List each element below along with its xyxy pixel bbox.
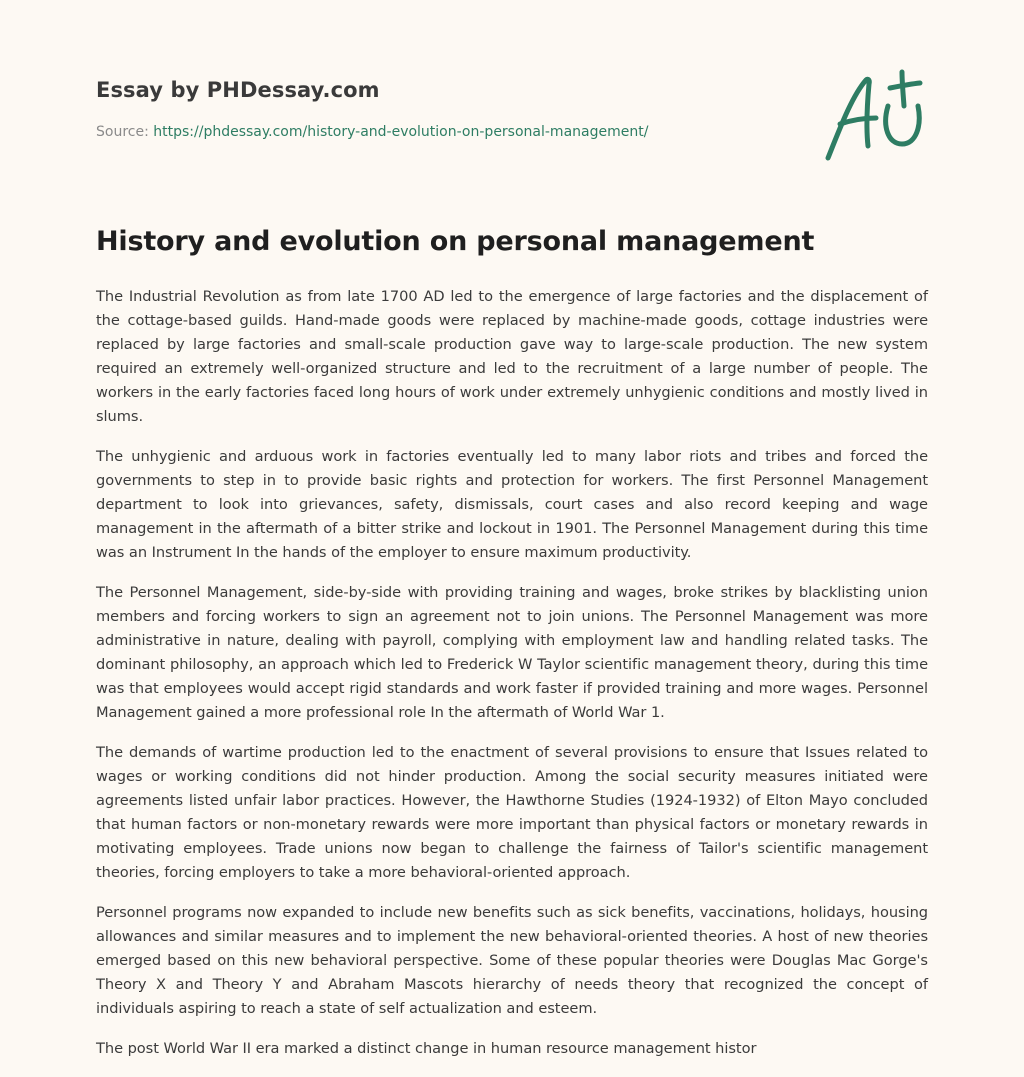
essay-title: History and evolution on personal management	[96, 226, 815, 257]
source-label: Source:	[96, 124, 149, 140]
essay-paragraph: The post World War II era marked a distinct change in human resource management histor	[96, 1040, 757, 1057]
essay-paragraph: The demands of wartime production led to the enactment of several provisions to ensure that Issues related to wages or working conditions did not hinder production. Among the social security measures initiated were agreements listed unfair labor practices. However, the Hawthorne Studies (1924-1932) of Elton Mayo concluded that human factors or non-monetary rewards were more important than physical factors or monetary rewards in motivating employees. Trade unions now began to challenge the fairness of Tailor's scientific management theories, forcing employers to take a more behavioral-oriented approach.	[96, 744, 928, 881]
page-header	[96, 0, 928, 200]
source-link[interactable]: https://phdessay.com/history-and-evolution-on-personal-management/	[153, 124, 649, 140]
essay-body	[96, 285, 928, 1077]
logo-plus-horizontal-icon	[890, 83, 920, 88]
essay-paragraph: The Personnel Management, side-by-side with providing training and wages, broke strikes by blacklisting union members and forcing workers to sign an agreement not to join unions. The Personnel Management was more administrative in nature, dealing with payroll, complying with employment law and handling related tasks. The dominant philosophy, an approach which led to Frederick W Taylor scientific management theory, during this time was that employees would accept rigid standards and work faster if provided training and more wages. Personnel Management gained a more professional role In the aftermath of World War 1.	[96, 584, 928, 721]
essay-paragraph: The unhygienic and arduous work in factories eventually led to many labor riots and tribes and forced the governments to step in to provide basic rights and protection for workers. The first Personnel Management department to look into grievances, safety, dismissals, court cases and also record keeping and wage management in the aftermath of a bitter strike and lockout in 1901. The Personnel Management during this time was an Instrument In the hands of the employer to ensure maximum productivity.	[96, 448, 928, 561]
logo-plus-vertical-icon	[902, 72, 904, 106]
source-line	[96, 124, 648, 140]
a-plus-grade-logo-icon	[822, 66, 932, 166]
essay-paragraph: Personnel programs now expanded to include new benefits such as sick benefits, vaccinations, holidays, housing allowances and similar measures and to implement the new behavioral-oriented theories. A host of new theories emerged based on this new behavioral perspective. Some of these popular theories were Douglas Mac Gorge's Theory X and Theory Y and Abraham Mascots hierarchy of needs theory that recognized the concept of individuals aspiring to reach a state of self actualization and esteem.	[96, 904, 928, 1017]
brand-title: Essay by PHDessay.com	[96, 78, 380, 102]
logo-swoosh-icon	[886, 106, 920, 144]
essay-paragraph: The Industrial Revolution as from late 1700 AD led to the emergence of large factories and the displacement of the cottage-based guilds. Hand-made goods were replaced by machine-made goods, cottage industries were replaced by large factories and small-scale production gave way to large-scale production. The new system required an extremely well-organized structure and led to the recruitment of a large number of people. The workers in the early factories faced long hours of work under extremely unhygienic conditions and mostly lived in slums.	[96, 288, 928, 425]
